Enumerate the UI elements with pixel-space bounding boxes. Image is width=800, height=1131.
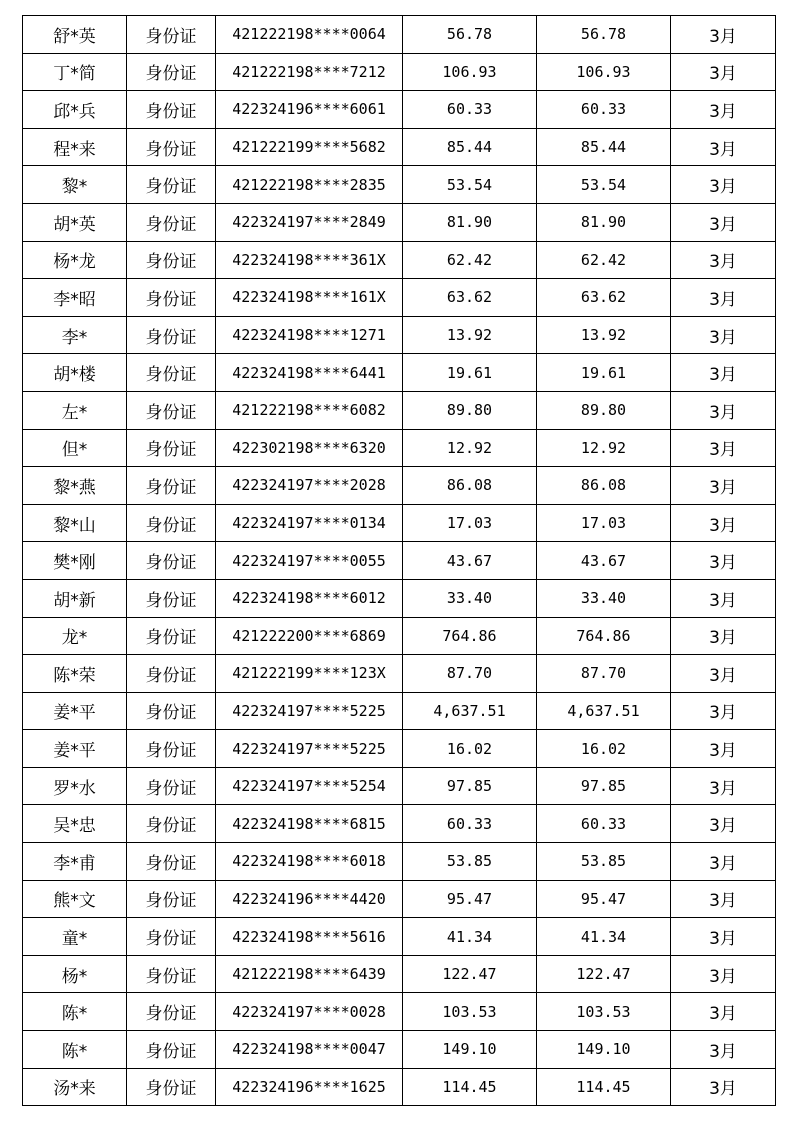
- table-row: [23, 767, 776, 805]
- amount-cell: 60.33: [403, 805, 537, 843]
- id-type-cell: 身份证: [127, 203, 216, 241]
- table-row: [23, 166, 776, 204]
- name-cell: 黎*燕: [23, 467, 127, 505]
- table-body: [23, 16, 776, 1106]
- amount-paid-cell: 122.47: [537, 955, 671, 993]
- table-row: [23, 1068, 776, 1106]
- id-number-cell: 422324198****0047: [216, 1031, 403, 1069]
- amount-paid-cell: 95.47: [537, 880, 671, 918]
- amount-cell: 12.92: [403, 429, 537, 467]
- id-number-cell: 422324198****6441: [216, 354, 403, 392]
- amount-paid-cell: 33.40: [537, 579, 671, 617]
- id-number-cell: 422324198****5616: [216, 918, 403, 956]
- month-cell: 3月: [671, 880, 776, 918]
- id-number-cell: 421222198****6439: [216, 955, 403, 993]
- id-number-cell: 422324198****361X: [216, 241, 403, 279]
- table-row: [23, 655, 776, 693]
- id-number-cell: 422324197****2849: [216, 203, 403, 241]
- table-row: [23, 730, 776, 768]
- name-cell: 胡*新: [23, 579, 127, 617]
- id-type-cell: 身份证: [127, 391, 216, 429]
- amount-paid-cell: 41.34: [537, 918, 671, 956]
- id-type-cell: 身份证: [127, 767, 216, 805]
- amount-cell: 106.93: [403, 53, 537, 91]
- id-number-cell: 421222199****123X: [216, 655, 403, 693]
- id-type-cell: 身份证: [127, 730, 216, 768]
- id-number-cell: 422324197****2028: [216, 467, 403, 505]
- month-cell: 3月: [671, 354, 776, 392]
- month-cell: 3月: [671, 16, 776, 54]
- table-row: [23, 316, 776, 354]
- amount-cell: 81.90: [403, 203, 537, 241]
- month-cell: 3月: [671, 279, 776, 317]
- id-number-cell: 422324196****1625: [216, 1068, 403, 1106]
- amount-paid-cell: 62.42: [537, 241, 671, 279]
- id-number-cell: 422302198****6320: [216, 429, 403, 467]
- amount-paid-cell: 16.02: [537, 730, 671, 768]
- amount-paid-cell: 60.33: [537, 805, 671, 843]
- table-row: [23, 279, 776, 317]
- id-type-cell: 身份证: [127, 91, 216, 129]
- name-cell: 吴*忠: [23, 805, 127, 843]
- name-cell: 胡*英: [23, 203, 127, 241]
- id-number-cell: 421222198****6082: [216, 391, 403, 429]
- table-row: [23, 504, 776, 542]
- table-row: [23, 1031, 776, 1069]
- table-row: [23, 880, 776, 918]
- month-cell: 3月: [671, 128, 776, 166]
- month-cell: 3月: [671, 166, 776, 204]
- month-cell: 3月: [671, 1068, 776, 1106]
- month-cell: 3月: [671, 955, 776, 993]
- subsidy-table: [22, 15, 776, 1106]
- id-type-cell: 身份证: [127, 467, 216, 505]
- month-cell: 3月: [671, 391, 776, 429]
- amount-paid-cell: 63.62: [537, 279, 671, 317]
- id-type-cell: 身份证: [127, 918, 216, 956]
- id-number-cell: 421222200****6869: [216, 617, 403, 655]
- amount-cell: 89.80: [403, 391, 537, 429]
- table-row: [23, 542, 776, 580]
- amount-paid-cell: 89.80: [537, 391, 671, 429]
- amount-paid-cell: 86.08: [537, 467, 671, 505]
- name-cell: 陈*荣: [23, 655, 127, 693]
- id-type-cell: 身份证: [127, 166, 216, 204]
- name-cell: 汤*来: [23, 1068, 127, 1106]
- name-cell: 樊*刚: [23, 542, 127, 580]
- id-type-cell: 身份证: [127, 316, 216, 354]
- id-number-cell: 422324196****4420: [216, 880, 403, 918]
- amount-paid-cell: 114.45: [537, 1068, 671, 1106]
- id-type-cell: 身份证: [127, 617, 216, 655]
- id-type-cell: 身份证: [127, 241, 216, 279]
- name-cell: 黎*: [23, 166, 127, 204]
- id-type-cell: 身份证: [127, 955, 216, 993]
- name-cell: 舒*英: [23, 16, 127, 54]
- table-row: [23, 203, 776, 241]
- month-cell: 3月: [671, 91, 776, 129]
- id-number-cell: 422324198****1271: [216, 316, 403, 354]
- name-cell: 熊*文: [23, 880, 127, 918]
- name-cell: 邱*兵: [23, 91, 127, 129]
- id-number-cell: 422324197****5254: [216, 767, 403, 805]
- table-row: [23, 843, 776, 881]
- table-row: [23, 241, 776, 279]
- month-cell: 3月: [671, 805, 776, 843]
- table-row: [23, 692, 776, 730]
- amount-cell: 56.78: [403, 16, 537, 54]
- table-row: [23, 429, 776, 467]
- month-cell: 3月: [671, 617, 776, 655]
- id-type-cell: 身份证: [127, 1068, 216, 1106]
- table-row: [23, 53, 776, 91]
- amount-cell: 85.44: [403, 128, 537, 166]
- name-cell: 龙*: [23, 617, 127, 655]
- id-number-cell: 422324197****5225: [216, 730, 403, 768]
- amount-paid-cell: 56.78: [537, 16, 671, 54]
- id-type-cell: 身份证: [127, 542, 216, 580]
- month-cell: 3月: [671, 579, 776, 617]
- table-row: [23, 354, 776, 392]
- amount-cell: 103.53: [403, 993, 537, 1031]
- month-cell: 3月: [671, 655, 776, 693]
- month-cell: 3月: [671, 316, 776, 354]
- id-number-cell: 421222198****7212: [216, 53, 403, 91]
- name-cell: 黎*山: [23, 504, 127, 542]
- id-type-cell: 身份证: [127, 504, 216, 542]
- amount-cell: 33.40: [403, 579, 537, 617]
- table-row: [23, 993, 776, 1031]
- amount-cell: 53.54: [403, 166, 537, 204]
- id-type-cell: 身份证: [127, 128, 216, 166]
- id-type-cell: 身份证: [127, 279, 216, 317]
- amount-cell: 87.70: [403, 655, 537, 693]
- name-cell: 姜*平: [23, 692, 127, 730]
- id-type-cell: 身份证: [127, 692, 216, 730]
- name-cell: 胡*楼: [23, 354, 127, 392]
- amount-cell: 41.34: [403, 918, 537, 956]
- amount-paid-cell: 19.61: [537, 354, 671, 392]
- month-cell: 3月: [671, 53, 776, 91]
- amount-paid-cell: 81.90: [537, 203, 671, 241]
- amount-cell: 122.47: [403, 955, 537, 993]
- amount-paid-cell: 4,637.51: [537, 692, 671, 730]
- id-number-cell: 422324198****6815: [216, 805, 403, 843]
- amount-paid-cell: 17.03: [537, 504, 671, 542]
- name-cell: 程*来: [23, 128, 127, 166]
- amount-cell: 17.03: [403, 504, 537, 542]
- id-type-cell: 身份证: [127, 429, 216, 467]
- amount-cell: 60.33: [403, 91, 537, 129]
- amount-cell: 53.85: [403, 843, 537, 881]
- table-row: [23, 579, 776, 617]
- id-type-cell: 身份证: [127, 805, 216, 843]
- month-cell: 3月: [671, 767, 776, 805]
- month-cell: 3月: [671, 918, 776, 956]
- amount-cell: 114.45: [403, 1068, 537, 1106]
- table-row: [23, 16, 776, 54]
- id-type-cell: 身份证: [127, 579, 216, 617]
- table-row: [23, 391, 776, 429]
- amount-cell: 43.67: [403, 542, 537, 580]
- month-cell: 3月: [671, 542, 776, 580]
- name-cell: 罗*水: [23, 767, 127, 805]
- amount-cell: 95.47: [403, 880, 537, 918]
- name-cell: 姜*平: [23, 730, 127, 768]
- month-cell: 3月: [671, 504, 776, 542]
- id-type-cell: 身份证: [127, 843, 216, 881]
- amount-cell: 149.10: [403, 1031, 537, 1069]
- name-cell: 李*甫: [23, 843, 127, 881]
- name-cell: 丁*简: [23, 53, 127, 91]
- id-number-cell: 422324198****6012: [216, 579, 403, 617]
- amount-cell: 16.02: [403, 730, 537, 768]
- id-type-cell: 身份证: [127, 16, 216, 54]
- month-cell: 3月: [671, 692, 776, 730]
- id-type-cell: 身份证: [127, 1031, 216, 1069]
- month-cell: 3月: [671, 730, 776, 768]
- month-cell: 3月: [671, 429, 776, 467]
- id-number-cell: 422324197****0055: [216, 542, 403, 580]
- table-row: [23, 128, 776, 166]
- id-number-cell: 422324198****6018: [216, 843, 403, 881]
- id-type-cell: 身份证: [127, 354, 216, 392]
- amount-paid-cell: 43.67: [537, 542, 671, 580]
- month-cell: 3月: [671, 1031, 776, 1069]
- table-row: [23, 805, 776, 843]
- table-row: [23, 467, 776, 505]
- amount-cell: 764.86: [403, 617, 537, 655]
- amount-paid-cell: 12.92: [537, 429, 671, 467]
- amount-paid-cell: 149.10: [537, 1031, 671, 1069]
- month-cell: 3月: [671, 203, 776, 241]
- id-number-cell: 421222198****0064: [216, 16, 403, 54]
- month-cell: 3月: [671, 467, 776, 505]
- name-cell: 陈*: [23, 1031, 127, 1069]
- amount-paid-cell: 103.53: [537, 993, 671, 1031]
- amount-paid-cell: 53.54: [537, 166, 671, 204]
- id-number-cell: 422324197****5225: [216, 692, 403, 730]
- id-type-cell: 身份证: [127, 993, 216, 1031]
- amount-cell: 19.61: [403, 354, 537, 392]
- month-cell: 3月: [671, 993, 776, 1031]
- month-cell: 3月: [671, 241, 776, 279]
- name-cell: 陈*: [23, 993, 127, 1031]
- name-cell: 杨*: [23, 955, 127, 993]
- amount-cell: 62.42: [403, 241, 537, 279]
- table-row: [23, 91, 776, 129]
- name-cell: 杨*龙: [23, 241, 127, 279]
- table-row: [23, 617, 776, 655]
- table-row: [23, 955, 776, 993]
- amount-cell: 97.85: [403, 767, 537, 805]
- id-number-cell: 421222198****2835: [216, 166, 403, 204]
- amount-paid-cell: 87.70: [537, 655, 671, 693]
- amount-paid-cell: 53.85: [537, 843, 671, 881]
- amount-paid-cell: 764.86: [537, 617, 671, 655]
- amount-paid-cell: 60.33: [537, 91, 671, 129]
- amount-paid-cell: 106.93: [537, 53, 671, 91]
- amount-paid-cell: 97.85: [537, 767, 671, 805]
- id-type-cell: 身份证: [127, 880, 216, 918]
- id-number-cell: 422324196****6061: [216, 91, 403, 129]
- id-number-cell: 422324197****0134: [216, 504, 403, 542]
- amount-paid-cell: 85.44: [537, 128, 671, 166]
- amount-cell: 4,637.51: [403, 692, 537, 730]
- amount-cell: 13.92: [403, 316, 537, 354]
- id-type-cell: 身份证: [127, 53, 216, 91]
- name-cell: 但*: [23, 429, 127, 467]
- name-cell: 童*: [23, 918, 127, 956]
- name-cell: 李*: [23, 316, 127, 354]
- id-number-cell: 422324197****0028: [216, 993, 403, 1031]
- id-number-cell: 421222199****5682: [216, 128, 403, 166]
- table-row: [23, 918, 776, 956]
- name-cell: 左*: [23, 391, 127, 429]
- id-type-cell: 身份证: [127, 655, 216, 693]
- amount-cell: 86.08: [403, 467, 537, 505]
- amount-paid-cell: 13.92: [537, 316, 671, 354]
- amount-cell: 63.62: [403, 279, 537, 317]
- name-cell: 李*昭: [23, 279, 127, 317]
- month-cell: 3月: [671, 843, 776, 881]
- id-number-cell: 422324198****161X: [216, 279, 403, 317]
